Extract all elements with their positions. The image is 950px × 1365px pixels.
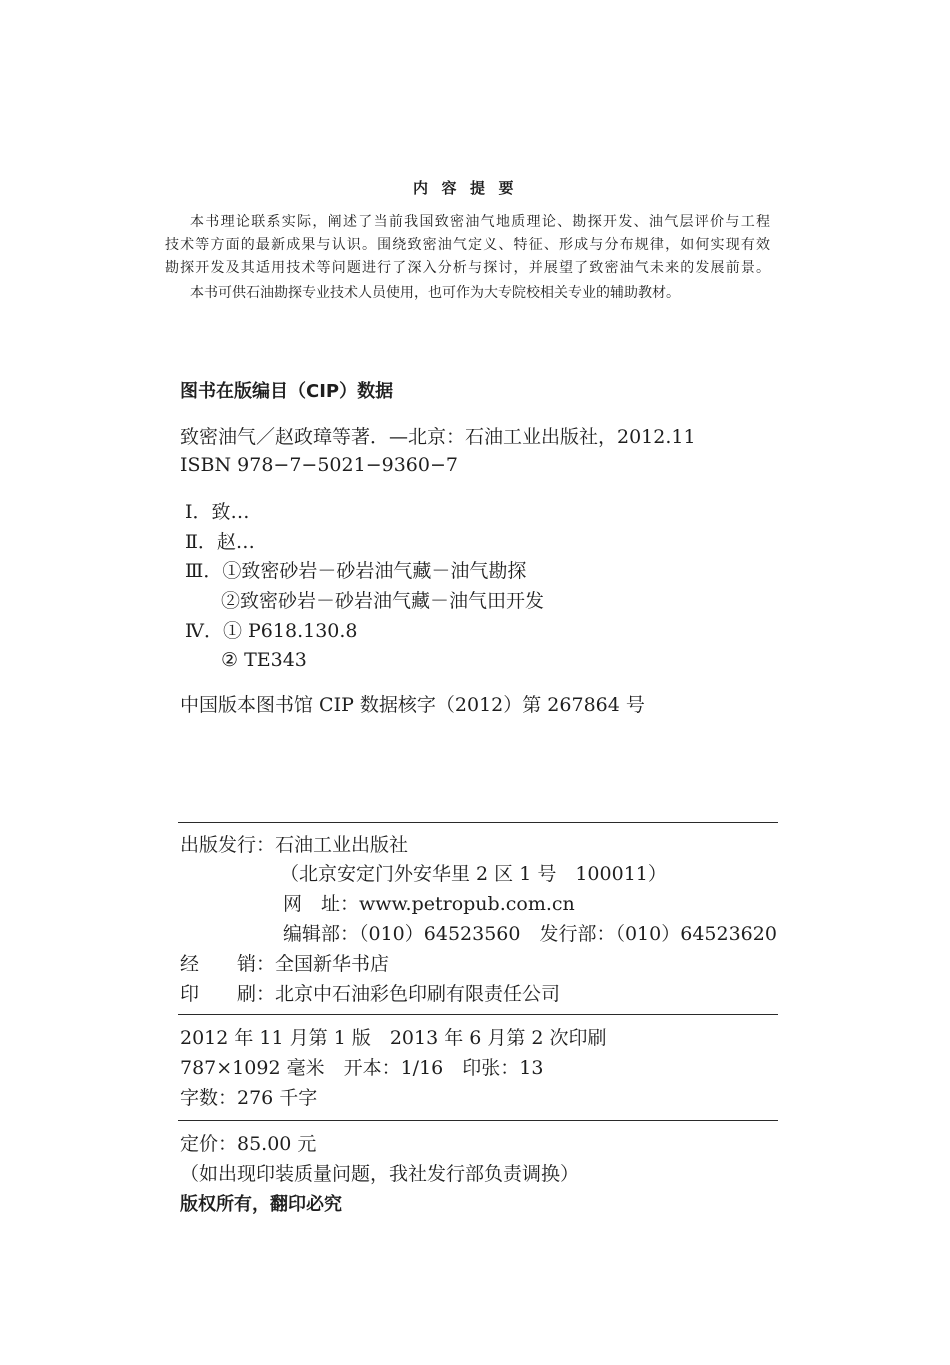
classification-4-sub: ② TE343 [221, 649, 307, 671]
word-count: 字数：276 千字 [180, 1087, 318, 1109]
summary-title: 内容提要 [412, 179, 527, 197]
publisher-website: 网 址：www.petropub.com.cn [283, 893, 575, 915]
classification-1: Ⅰ．致… [185, 501, 250, 523]
summary-line-2: 技术等方面的最新成果与认识。围绕致密油气定义、特征、形成与分布规律，如何实现有效 [165, 237, 770, 253]
summary-line-4: 本书可供石油勘探专业技术人员使用，也可作为大专院校相关专业的辅助教材。 [190, 285, 680, 301]
publisher: 出版发行：石油工业出版社 [180, 834, 409, 856]
summary-line-3: 勘探开发及其适用技术等问题进行了深入分析与探讨，并展望了致密油气未来的发展前景。 [165, 260, 770, 276]
copyright-notice: 版权所有，翻印必究 [180, 1194, 342, 1215]
return-note: （如出现印装质量问题，我社发行部负责调换） [180, 1163, 580, 1185]
cip-heading: 图书在版编目（CIP）数据 [180, 381, 394, 402]
classification-3-sub: ②致密砂岩－砂岩油气藏－油气田开发 [221, 590, 545, 612]
classification-3: Ⅲ．①致密砂岩－砂岩油气藏－油气勘探 [185, 560, 527, 582]
isbn: ISBN 978−7−5021−9360−7 [180, 454, 458, 476]
edition-printing: 2012 年 11 月第 1 版 2013 年 6 月第 2 次印刷 [180, 1027, 607, 1049]
publisher-address: （北京安定门外安华里 2 区 1 号 100011） [280, 863, 667, 885]
divider [178, 822, 778, 823]
divider [178, 1120, 778, 1121]
printer: 印 刷：北京中石油彩色印刷有限责任公司 [180, 983, 561, 1005]
classification-4: Ⅳ．① P618.130.8 [185, 620, 358, 642]
cip-record-number: 中国版本图书馆 CIP 数据核字（2012）第 267864 号 [180, 694, 645, 716]
price: 定价：85.00 元 [180, 1133, 317, 1155]
classification-2: Ⅱ．赵… [185, 531, 255, 553]
distributor: 经 销：全国新华书店 [180, 953, 390, 975]
summary-line-1: 本书理论联系实际，阐述了当前我国致密油气地质理论、勘探开发、油气层评价与工程 [190, 214, 770, 230]
divider [178, 1014, 778, 1015]
book-format: 787×1092 毫米 开本：1/16 印张：13 [180, 1057, 544, 1079]
cip-entry: 致密油气／赵政璋等著．—北京：石油工业出版社，2012.11 [180, 426, 696, 448]
publisher-phones: 编辑部：（010）64523560 发行部：（010）64523620 [283, 923, 777, 945]
